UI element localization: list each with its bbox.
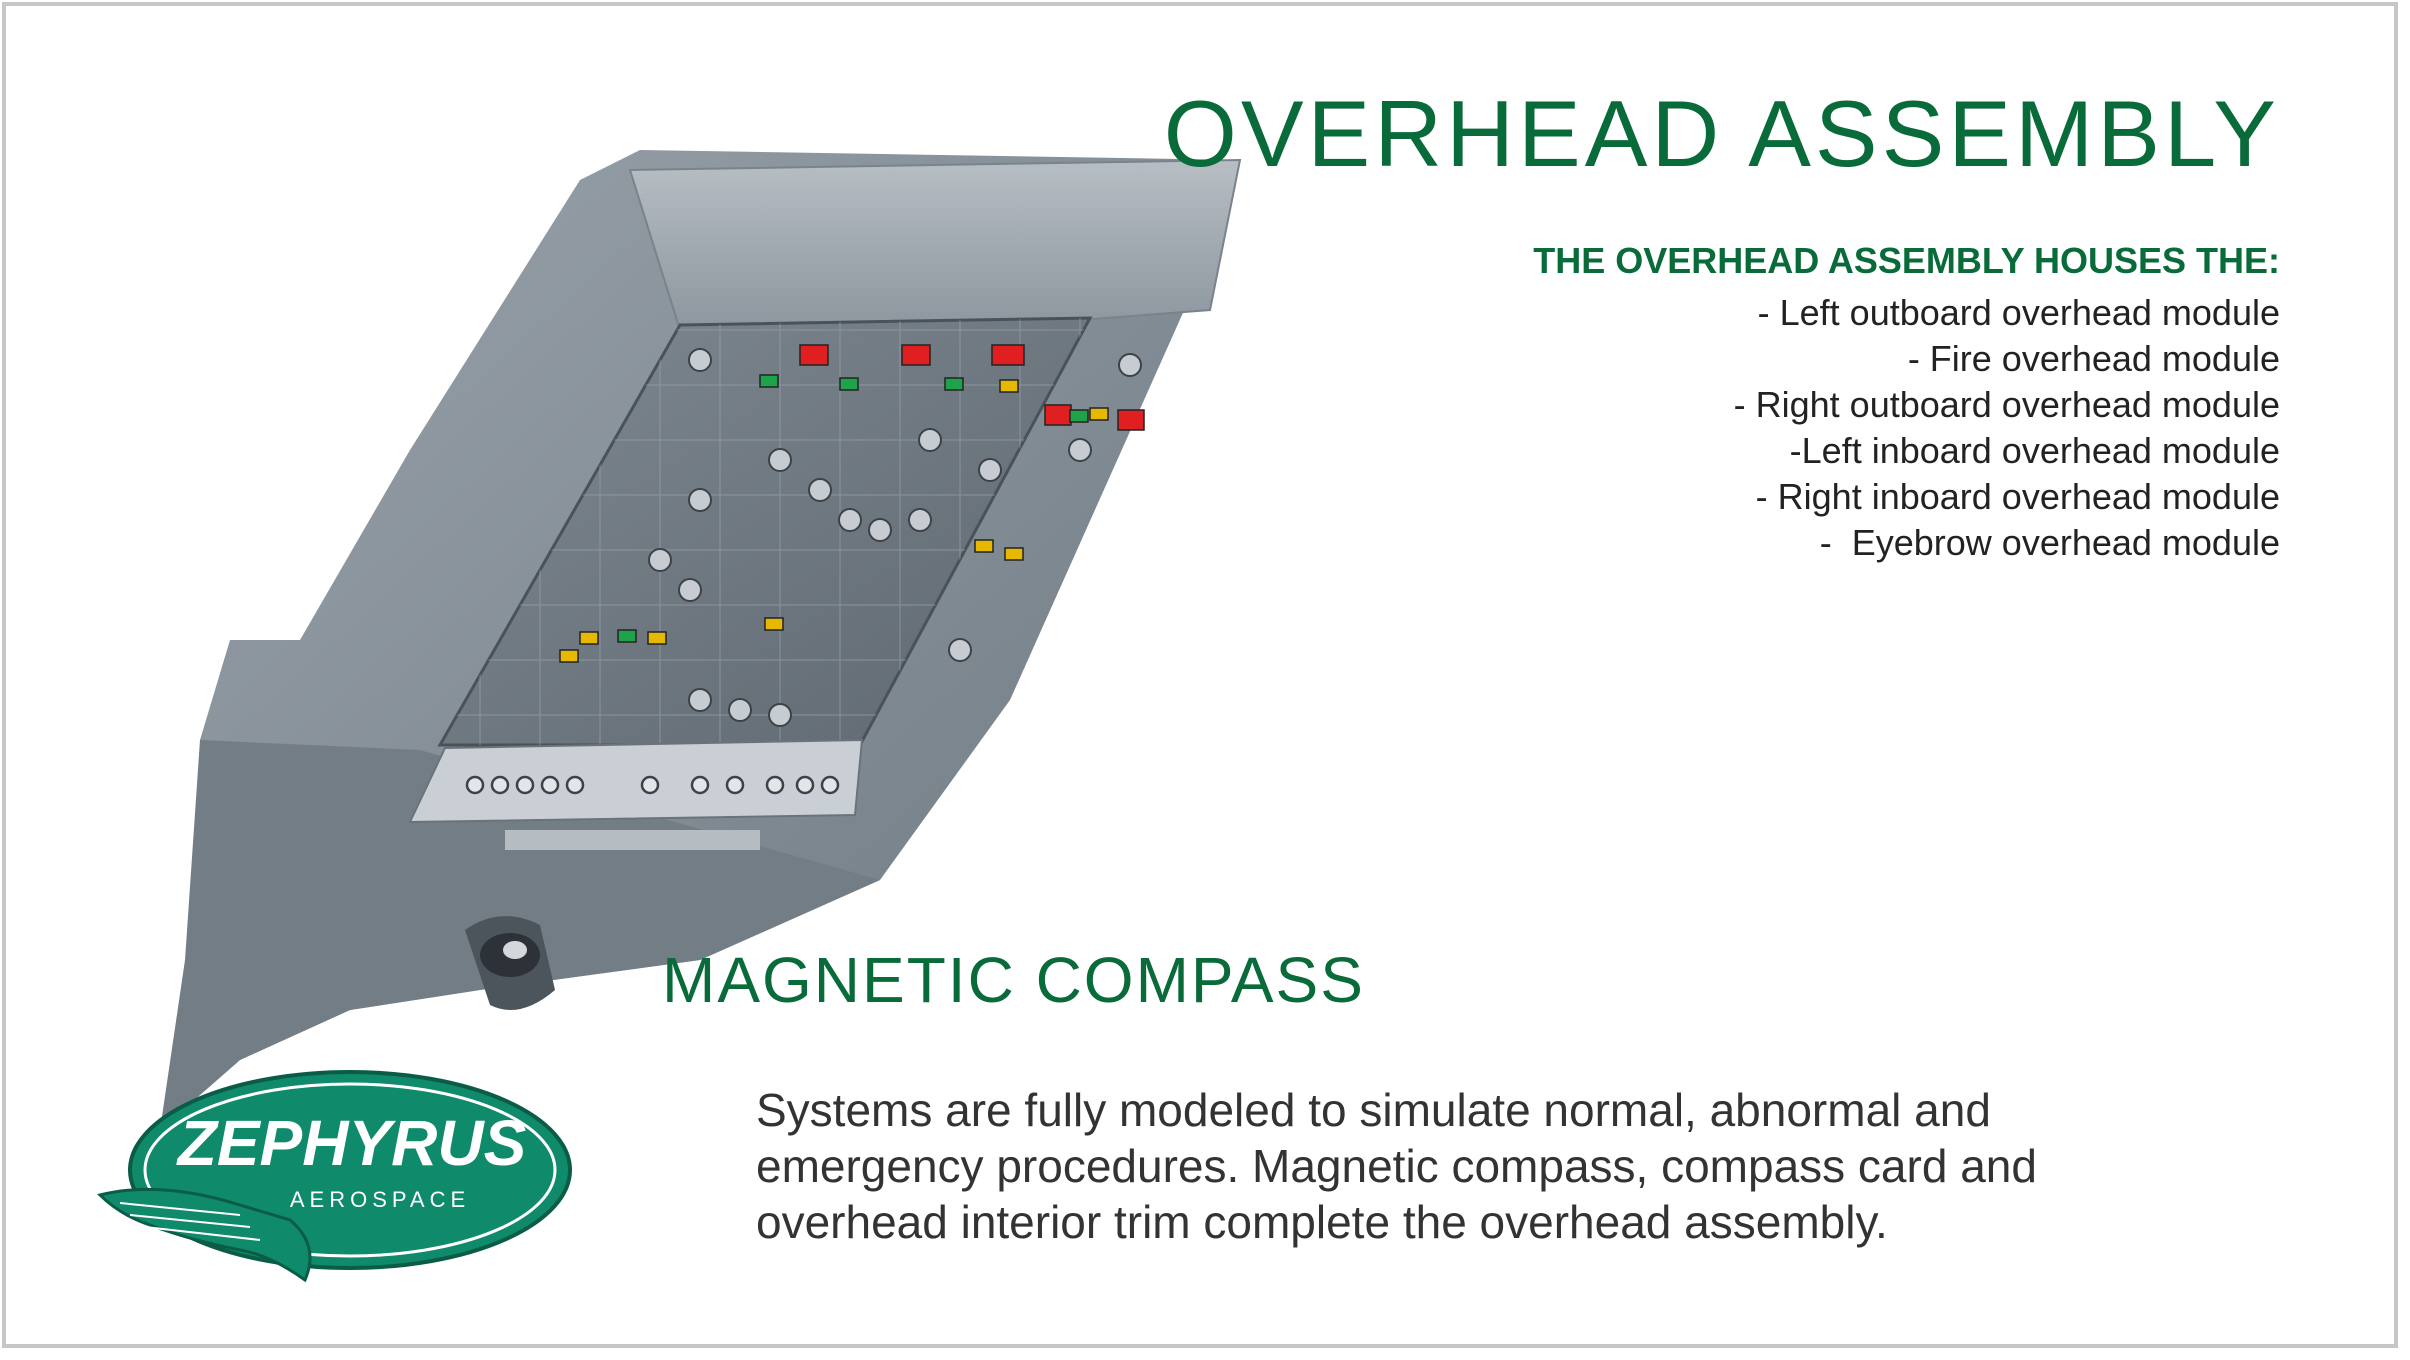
annunciator-light [1118,410,1144,430]
glareshield-hood [630,160,1240,330]
rotary-knob-icon [839,509,861,531]
annunciator-light [1070,410,1088,422]
annunciator-light [975,540,993,552]
eyebrow-knob-icon [727,777,743,793]
eyebrow-knob-icon [542,777,558,793]
eyebrow-knob-icon [797,777,813,793]
rotary-knob-icon [1069,439,1091,461]
eyebrow-knob-icon [467,777,483,793]
eyebrow-knob-icon [517,777,533,793]
compass-heading: MAGNETIC COMPASS [662,944,1365,1016]
module-item: - Right inboard overhead module [1755,476,2280,517]
rotary-knob-icon [689,689,711,711]
rotary-knob-icon [949,639,971,661]
eyebrow-knob-icon [642,777,658,793]
annunciator-light [1005,548,1023,560]
rotary-knob-icon [689,489,711,511]
rotary-knob-icon [1119,354,1141,376]
annunciator-light [992,345,1024,365]
module-item: - Right outboard overhead module [1733,384,2280,425]
annunciator-light [945,378,963,390]
module-item: - Eyebrow overhead module [1819,522,2280,563]
rotary-knob-icon [979,459,1001,481]
logo-subtitle: AEROSPACE [289,1187,471,1212]
annunciator-light [580,632,598,644]
page-title: OVERHEAD ASSEMBLY [1163,81,2280,186]
annunciator-light [800,345,828,365]
rotary-knob-icon [649,549,671,571]
module-list [1734,290,2280,566]
rotary-knob-icon [769,704,791,726]
rotary-knob-icon [809,479,831,501]
module-item: - Left outboard overhead module [1757,292,2280,333]
module-item: -Left inboard overhead module [1789,430,2280,471]
annunciator-light [1090,408,1108,420]
rotary-knob-icon [909,509,931,531]
rotary-knob-icon [689,349,711,371]
rotary-knob-icon [729,699,751,721]
description-text: Systems are fully modeled to simulate normal, abnormal and emergency procedures. Magnetic compass, compass card and overhead interior trim complete the overhead assembly. [756,1084,2037,1248]
modules-heading: THE OVERHEAD ASSEMBLY HOUSES THE: [1533,240,2280,281]
zephyrus-logo [90,1055,580,1295]
rotary-knob-icon [869,519,891,541]
eyebrow-knob-icon [822,777,838,793]
annunciator-light [902,345,930,365]
rotary-knob-icon [679,579,701,601]
annunciator-light [560,650,578,662]
eyebrow-knob-icon [567,777,583,793]
module-item: - Fire overhead module [1907,338,2280,379]
annunciator-light [618,630,636,642]
rotary-knob-icon [919,429,941,451]
annunciator-light [760,375,778,387]
rotary-knob-icon [769,449,791,471]
logo-name: ZEPHYRUS [177,1107,527,1179]
annunciator-light [648,632,666,644]
annunciator-light [1000,380,1018,392]
annunciator-light [765,618,783,630]
eyebrow-knob-icon [692,777,708,793]
annunciator-light [1045,405,1071,425]
eyebrow-knob-icon [767,777,783,793]
eyebrow-knob-icon [492,777,508,793]
annunciator-light [840,378,858,390]
